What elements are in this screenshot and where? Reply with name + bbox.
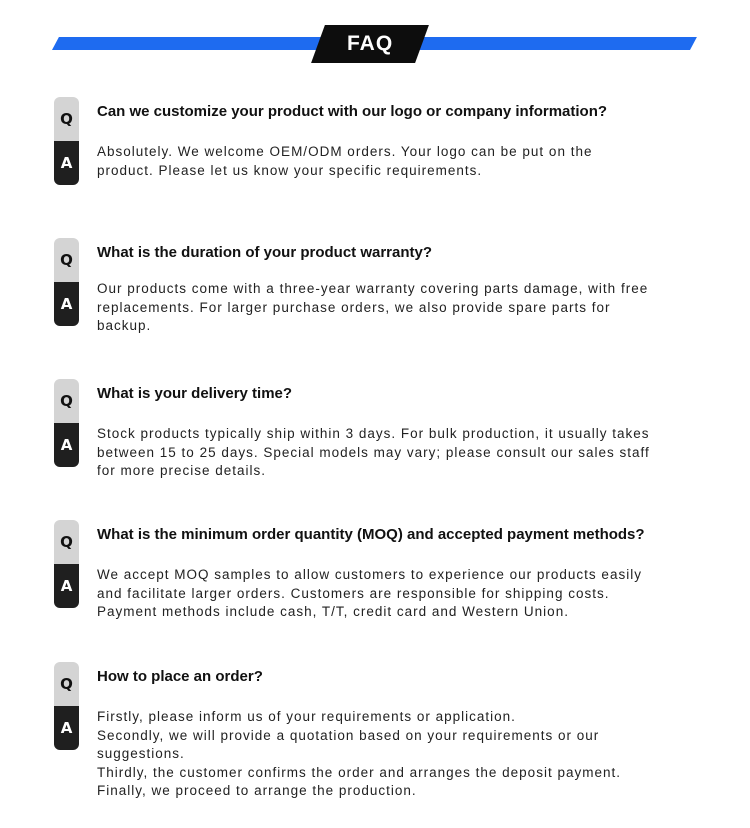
- faq-question: What is your delivery time?: [97, 385, 293, 402]
- faq-answer: [97, 280, 648, 336]
- answer-line: product. Please let us know your specific requirements.: [97, 162, 483, 178]
- answer-line: Absolutely. We welcome OEM/ODM orders. Your logo can be put on the: [97, 144, 593, 159]
- faq-header: [0, 0, 750, 70]
- page-title: FAQ: [346, 32, 394, 55]
- answer-line: backup.: [97, 318, 152, 333]
- answer-line: Stock products typically ship within 3 days. For bulk production, it usually takes: [97, 426, 650, 441]
- faq-answer: [97, 708, 621, 801]
- faq-answer: [97, 425, 650, 481]
- answer-line: Payment methods include cash, T/T, credit card and Western Union.: [97, 604, 569, 619]
- answer-line: replacements. For larger purchase orders, we also provide spare parts for: [97, 299, 611, 315]
- faq-question: How to place an order?: [97, 668, 263, 685]
- answer-badge: A: [54, 706, 79, 750]
- question-badge: Q: [54, 520, 79, 564]
- answer-badge: A: [54, 282, 79, 326]
- answer-line: and facilitate larger orders. Customers are responsible for shipping costs.: [97, 585, 610, 601]
- header-accent-bar-right: [410, 37, 697, 50]
- faq-answer: [97, 143, 592, 180]
- answer-badge: A: [54, 564, 79, 608]
- answer-line: Secondly, we will provide a quotation based on your requirements or our: [97, 727, 600, 743]
- question-badge: Q: [54, 379, 79, 423]
- header-accent-bar-left: [52, 37, 339, 50]
- answer-badge: A: [54, 423, 79, 467]
- answer-line: Our products come with a three-year warranty covering parts damage, with free: [97, 281, 649, 296]
- question-badge: Q: [54, 97, 79, 141]
- answer-badge: A: [54, 141, 79, 185]
- answer-line: for more precise details.: [97, 463, 267, 478]
- answer-line: We accept MOQ samples to allow customers to experience our products easily: [97, 567, 642, 582]
- answer-line: Thirdly, the customer confirms the order and arranges the deposit payment.: [97, 764, 621, 780]
- faq-question: What is the minimum order quantity (MOQ) and accepted payment methods?: [97, 526, 645, 543]
- faq-question: What is the duration of your product warranty?: [97, 244, 433, 261]
- faq-title-tag: [311, 25, 429, 63]
- answer-line: between 15 to 25 days. Special models may vary; please consult our sales staff: [97, 444, 650, 460]
- question-badge: Q: [54, 662, 79, 706]
- question-badge: Q: [54, 238, 79, 282]
- faq-question: Can we customize your product with our logo or company information?: [97, 103, 608, 120]
- answer-line: Finally, we proceed to arrange the production.: [97, 783, 417, 798]
- answer-line: Firstly, please inform us of your requirements or application.: [97, 709, 516, 724]
- answer-line: suggestions.: [97, 746, 185, 761]
- faq-answer: [97, 566, 642, 622]
